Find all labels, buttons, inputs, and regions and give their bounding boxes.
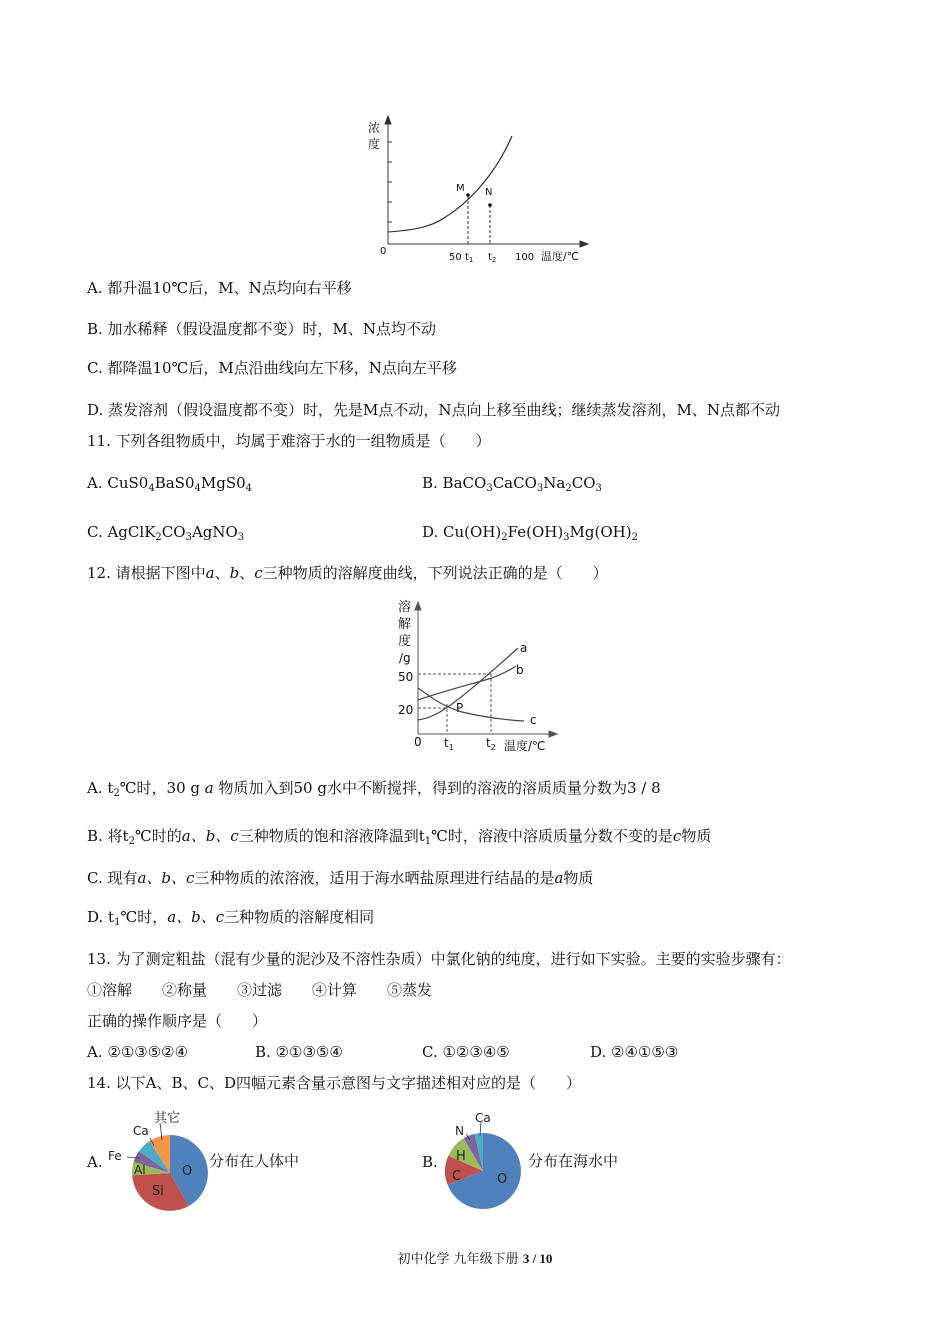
footer-title: 初中化学 九年级下册 (397, 1252, 523, 1267)
pie-b-label-ca: Ca (475, 1111, 491, 1125)
pie-a-label-si: Si (152, 1184, 164, 1199)
fig2-origin: 0 (414, 735, 422, 749)
fig1-ylabel: 度 (368, 137, 381, 151)
point-m (466, 193, 470, 197)
q14-stem: 14. 以下A、B、C、D四幅元素含量示意图与文字描述相对应的是（ ） (87, 1074, 581, 1092)
pie-b-label-o: O (497, 1172, 508, 1187)
curve-a (418, 648, 518, 720)
curve-c (418, 688, 524, 721)
fig2-ylabel: 度 (398, 634, 412, 649)
q14-option-a-letter: A. (87, 1153, 103, 1171)
page-footer (0, 1248, 950, 1267)
fig1-tick-t1: $t_1$ (465, 252, 474, 264)
q11-stem: 11. 下列各组物质中，均属于难溶于水的一组物质是（ ） (87, 432, 491, 450)
q12-option-b: B. 将$t_2℃$时的a、b、c三种物质的饱和溶液降温到$t_1℃$时，溶液中溶质质量分数不变的是c物质 (87, 827, 712, 847)
q11-option-c: C. $AgClK_2CO_3AgNO_3$ (87, 523, 245, 543)
pie-chart-seawater (436, 1106, 528, 1214)
q13-stem: 13. 为了测定粗盐（混有少量的泥沙及不溶性杂质）中氯化钠的纯度，进行如下实验。主要的实验步骤有： (87, 950, 791, 968)
point-p-label: P (456, 701, 464, 715)
q11-option-a: A. $CuS0_4BaS0_4MgS0_4$ (87, 474, 253, 494)
fig1-tick-50: 50 (449, 252, 462, 263)
q10-option-b: B. 加水稀释（假设温度都不变）时，M、N点均不动 (87, 320, 437, 338)
fig2-xlabel: 温度/℃ (504, 739, 546, 753)
curve-b-label: b (516, 663, 524, 677)
pie-a-label-o: O (182, 1164, 193, 1179)
fig2-tick-t1: $t_1$ (444, 736, 454, 752)
pie-b-label-h: H (456, 1149, 466, 1164)
q10-option-c: C. 都降温10℃后，M点沿曲线向左下移，N点向左平移 (87, 359, 457, 377)
curve-a-label: a (520, 641, 528, 655)
q13-option-d: D. ②④①⑤③ (590, 1043, 679, 1061)
pie-a-label-fe: Fe (108, 1149, 122, 1163)
solubility-curve-graph (392, 596, 567, 758)
point-n-label: N (485, 187, 493, 198)
fig2-ylabel: 溶 (398, 600, 412, 615)
fig2-ylabel: /g (399, 651, 411, 665)
q14-option-b-letter: B. (422, 1153, 438, 1171)
pie-a-label-other: 其它 (154, 1111, 181, 1126)
fig1-xlabel: 温度/℃ (541, 250, 580, 263)
q13-option-a: A. ②①③⑤②④ (87, 1043, 189, 1061)
q13-option-c: C. ①②③④⑤ (422, 1043, 510, 1061)
fig2-tick-20: 20 (398, 703, 414, 717)
pie-a-label-al: Al (134, 1163, 146, 1177)
fig1-y-ticks (388, 142, 392, 222)
pie-chart-human-body (100, 1108, 212, 1216)
fig1-tick-t2: $t_2$ (488, 252, 497, 264)
fig1-origin: 0 (380, 246, 387, 257)
point-m-label: M (456, 183, 465, 194)
concentration-temperature-graph (362, 112, 592, 267)
q13-option-b: B. ②①③⑤④ (255, 1043, 343, 1061)
fig2-tick-t2: $t_2$ (486, 736, 496, 752)
q13-question: 正确的操作顺序是（ ） (87, 1012, 268, 1030)
fig2-tick-50: 50 (398, 670, 414, 684)
q13-steps: ①溶解 ②称量 ③过滤 ④计算 ⑤蒸发 (87, 981, 433, 999)
q10-option-d: D. 蒸发溶剂（假设温度都不变）时，先是M点不动，N点向上移至曲线；继续蒸发溶剂，M、N点都不动 (87, 401, 780, 419)
q12-option-c: C. 现有a、b、c三种物质的浓溶液，适用于海水晒盐原理进行结晶的是a物质 (87, 869, 594, 887)
q14-option-b-text: 分布在海水中 (528, 1152, 619, 1170)
curve-b (418, 666, 516, 700)
q11-option-b: B. $BaCO_3CaCO_3Na_2CO_3$ (422, 474, 602, 494)
q12-stem: 12. 请根据下图中a、b、c三种物质的溶解度曲线，下列说法正确的是（ ） (87, 564, 608, 582)
q10-option-a: A. 都升温10℃后，M、N点均向右平移 (87, 279, 352, 297)
q12-option-a: A. $t_2℃$时，30 g a 物质加入到50 g水中不断搅拌，得到的溶液的溶质质量分数为3 / 8 (87, 779, 661, 799)
fig1-tick-100: 100 (515, 252, 535, 263)
pie-a-label-ca: Ca (133, 1124, 149, 1138)
fig2-ylabel: 解 (398, 617, 412, 632)
fig1-ylabel: 浓 (368, 121, 381, 135)
q12-option-d: D. $t_1℃$时，a、b、c三种物质的溶解度相同 (87, 908, 375, 928)
page-number: 3 / 10 (522, 1251, 553, 1266)
pie-b-label-n: N (455, 1124, 464, 1138)
q11-option-d: D. $Cu(OH)_2Fe(OH)_3Mg(OH)_2$ (422, 523, 638, 543)
curve-c-label: c (530, 713, 537, 727)
q14-option-a-text: 分布在人体中 (209, 1152, 300, 1170)
point-n (488, 203, 492, 207)
pie-b-label-c: C (452, 1169, 462, 1184)
concentration-curve (388, 136, 512, 232)
